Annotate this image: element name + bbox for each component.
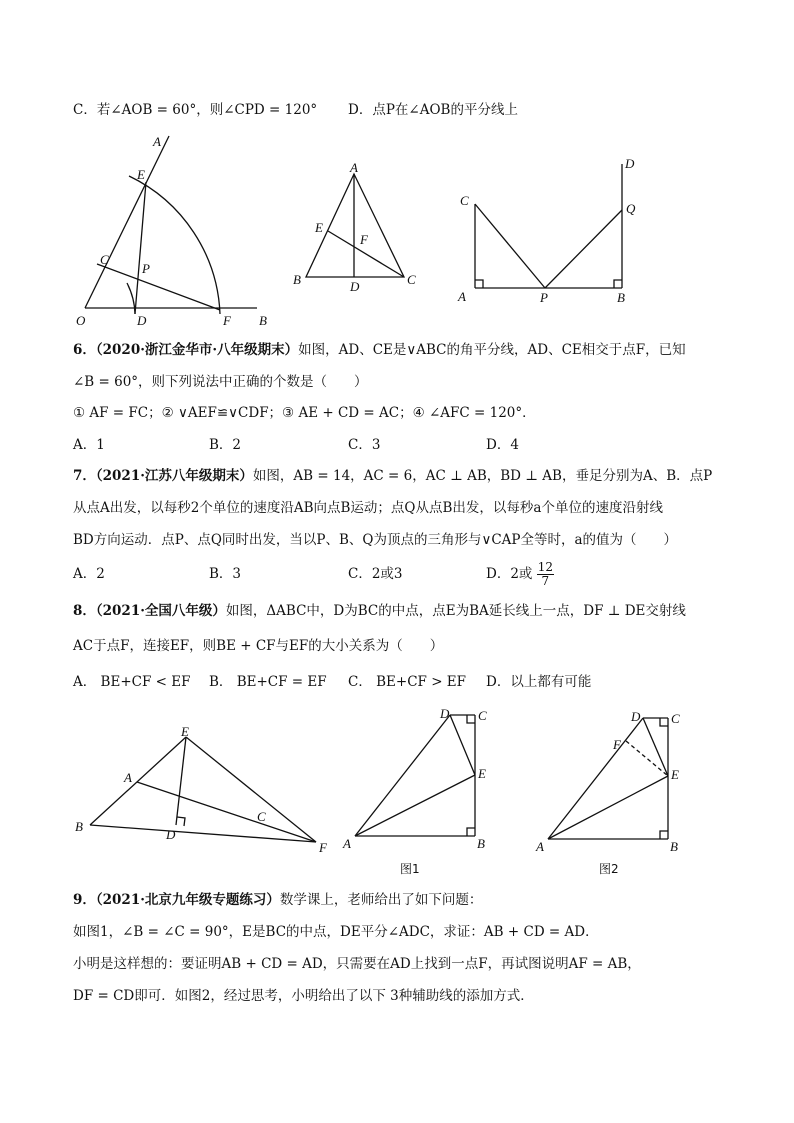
q6-option-c: C．3 <box>348 437 381 453</box>
q8-option-b: B． BE+CF = EF <box>209 674 327 690</box>
segment-bf <box>90 825 316 842</box>
label-d: D <box>631 709 641 724</box>
q7-text1: 如图，AB = 14，AC = 6，AC ⊥ AB，BD ⊥ AB，垂足分别为A、B．点P <box>252 468 713 484</box>
label-c: C <box>257 809 266 824</box>
label-d: D <box>625 156 635 171</box>
label-b: B <box>293 272 301 287</box>
q6-statements: ① AF = FC；② ∨AEF≌∨CDF；③ AE + CD = AC；④ ∠AFC = 120°． <box>73 405 536 421</box>
segment-de <box>450 715 475 775</box>
q6-text1: 如图，AD、CE是∨ABC的角平分线，AD、CE相交于点F，已知 <box>298 342 686 358</box>
segment-pq <box>545 210 622 288</box>
label-q: Q <box>626 201 636 216</box>
right-angle-d <box>177 817 185 826</box>
q7-stem-line1 <box>73 466 712 486</box>
q9-source: 9．（2021·北京九年级专题练习） <box>73 892 280 908</box>
q7-source: 7．（2021·江苏八年级期末） <box>73 468 253 484</box>
label-c: C <box>460 193 469 208</box>
label-b: B <box>617 290 625 305</box>
label-a: A <box>536 839 544 854</box>
label-d: D <box>137 313 147 328</box>
right-angle-c <box>660 718 668 726</box>
label-e: E <box>315 220 323 235</box>
figure-q5 <box>65 128 285 333</box>
label-e: E <box>137 167 145 182</box>
label-b: B <box>75 819 83 834</box>
right-angle-b <box>614 280 622 288</box>
segment-ed <box>176 737 186 825</box>
q6-stem-line2: ∠B = 60°，则下列说法中正确的个数是（ ） <box>73 374 368 390</box>
figure-q6 <box>288 160 423 295</box>
arc-small <box>127 283 135 314</box>
segment-cf <box>97 264 220 310</box>
label-f: F <box>613 737 621 752</box>
segment-ae <box>355 775 475 836</box>
q6-option-d: D．4 <box>486 437 519 453</box>
label-d: D <box>350 279 360 294</box>
label-a: A <box>124 770 132 785</box>
fraction-numerator: 12 <box>537 560 553 574</box>
q7-stem-line2: 从点A出发，以每秒2个单位的速度沿AB向点B运动；点Q从点B出发，以每秒a个单位的速度沿射线 <box>73 500 663 516</box>
figure-q7 <box>452 152 652 307</box>
figure-q9-2 <box>533 708 693 880</box>
segment-be <box>90 737 186 825</box>
label-p: P <box>142 261 150 276</box>
caption-figure1: 图1 <box>400 862 420 876</box>
segment-ad <box>355 715 450 836</box>
label-p: P <box>540 290 548 305</box>
q7-fraction <box>537 561 554 588</box>
label-a: A <box>343 836 351 851</box>
segment-ae <box>548 776 668 839</box>
q8-stem-line2: AC于点F，连接EF，则BE + CF与EF的大小关系为（ ） <box>73 638 444 654</box>
q8-option-a: A． BE+CF < EF <box>73 674 191 690</box>
figure-q8 <box>70 725 340 860</box>
q7-option-d-text: D．2或 <box>486 566 533 582</box>
right-angle-b <box>660 831 668 839</box>
segment-af <box>137 782 316 842</box>
q9-stem-line2: 如图1，∠B = ∠C = 90°，E是BC的中点，DE平分∠ADC，求证：AB + CD = AD． <box>73 924 599 940</box>
label-e: E <box>671 767 679 782</box>
q7-option-c: C．2或3 <box>348 566 403 582</box>
q6-option-b: B．2 <box>209 437 242 453</box>
label-a: A <box>153 134 161 149</box>
caption-figure2: 图2 <box>599 862 619 876</box>
right-angle-b <box>467 828 475 836</box>
q7-stem-line3: BD方向运动．点P、点Q同时出发，当以P、B、Q为顶点的三角形与∨CAP全等时，a的值为（ ） <box>73 532 678 548</box>
q8-option-d: D．以上都有可能 <box>486 674 592 690</box>
q9-text1: 数学课上，老师给出了如下问题： <box>279 892 483 908</box>
q6-option-a: A．1 <box>73 437 105 453</box>
q9-stem-line3: 小明是这样想的：要证明AB + CD = AD，只需要在AD上找到一点F，再试图说明AF = AB， <box>73 956 641 972</box>
label-e: E <box>181 725 189 739</box>
q9-stem-line4: DF = CD即可．如图2，经过思考，小明给出了以下 3种辅助线的添加方式． <box>73 988 534 1004</box>
q6-stem-line1 <box>73 340 686 360</box>
segment-cp <box>475 204 545 288</box>
q7-option-b: B．3 <box>209 566 242 582</box>
label-b: B <box>477 836 485 851</box>
label-a: A <box>350 160 358 175</box>
q8-text1: 如图，ΔABC中，D为BC的中点，点E为BA延长线上一点，DF ⊥ DE交射线 <box>225 603 686 619</box>
label-b: B <box>259 313 267 328</box>
ray-oa <box>85 136 169 308</box>
label-c: C <box>671 711 680 726</box>
label-e: E <box>478 766 486 781</box>
label-f: F <box>223 313 231 328</box>
figure-q9-1 <box>340 705 500 880</box>
right-angle-a <box>475 280 483 288</box>
fraction-denominator: 7 <box>541 574 550 588</box>
label-d: D <box>440 706 450 721</box>
q7-option-a: A．2 <box>73 566 105 582</box>
label-b: B <box>670 839 678 854</box>
label-a: A <box>458 289 466 304</box>
right-angle-c <box>467 715 475 723</box>
q5-option-d: D．点P在∠AOB的平分线上 <box>348 102 518 118</box>
label-d: D <box>166 827 176 842</box>
dashed-segment-fe <box>626 741 668 776</box>
segment-ef <box>186 737 316 842</box>
q5-option-c: C．若∠AOB = 60°，则∠CPD = 120° <box>73 102 318 118</box>
label-f: F <box>319 840 327 855</box>
q8-stem-line1 <box>73 601 686 621</box>
label-c: C <box>478 708 487 723</box>
q8-option-c: C． BE+CF > EF <box>348 674 467 690</box>
label-o: O <box>76 313 86 328</box>
label-c: C <box>100 252 109 267</box>
q9-stem-line1 <box>73 890 482 910</box>
q8-source: 8．（2021·全国八年级） <box>73 603 226 619</box>
label-c: C <box>407 272 416 287</box>
q7-option-d <box>486 555 554 593</box>
segment-de <box>643 718 668 776</box>
label-f: F <box>360 232 368 247</box>
segment-ad <box>548 718 643 839</box>
q6-source: 6．（2020·浙江金华市·八年级期末） <box>73 342 299 358</box>
